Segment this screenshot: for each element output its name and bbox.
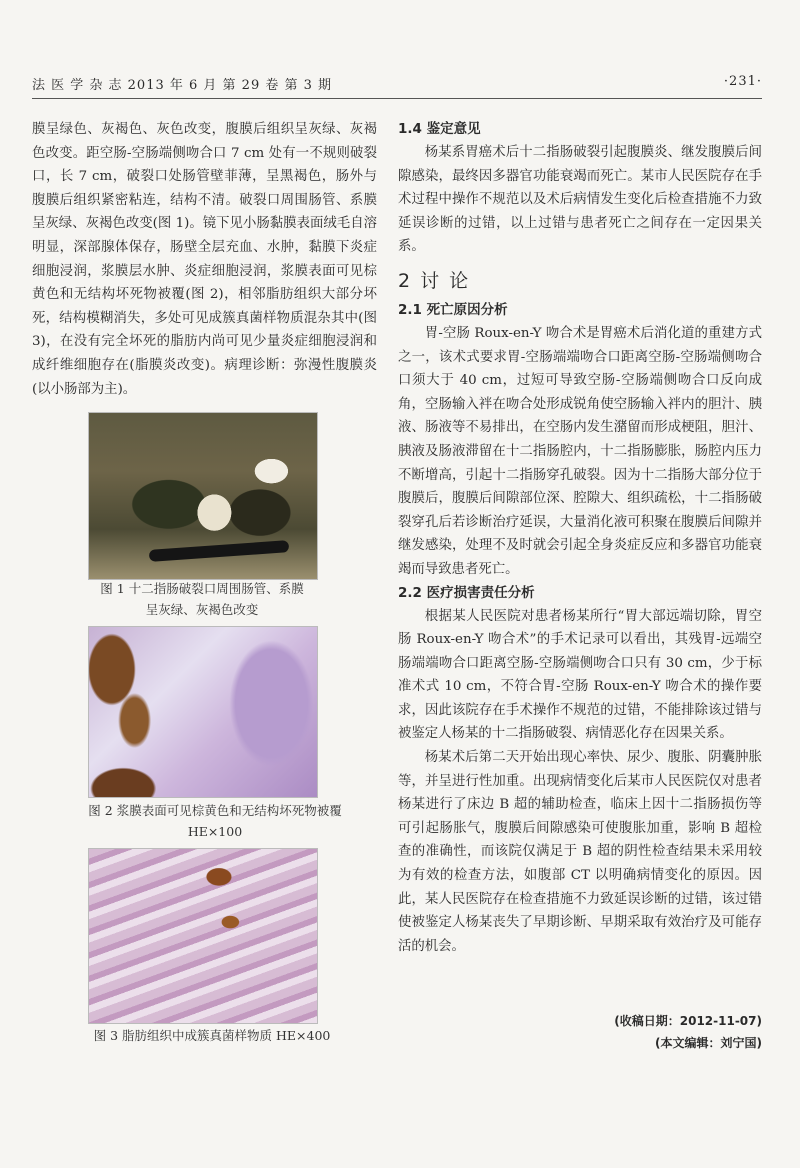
- left-column: [32, 118, 377, 401]
- figure-3-caption: [62, 1025, 362, 1046]
- section-2-1-heading: 2.1 死亡原因分析: [398, 301, 508, 318]
- figure-2-caption: [60, 800, 370, 842]
- figure-2-caption-line2: HE×100: [187, 824, 243, 839]
- figure-2-micrograph: [88, 626, 318, 798]
- section-2-heading: 2 讨 论: [398, 269, 471, 292]
- section-1-4-heading: 1.4 鉴定意见: [398, 121, 481, 137]
- body-paragraph: 膜呈绿色、灰褐色、灰色改变，腹膜后组织呈灰绿、灰褐色改变。距空肠-空肠端侧吻合口 7 cm 处有一不规则破裂口，长 7 cm，破裂口处肠管壁菲薄，呈黑褐色，肠外与腹膜后组织紧密粘连，结构不清。破裂口周围肠管、系膜呈灰绿、灰褐色改变(图 1)。镜下见小肠黏膜表面绒毛自溶明显，深部腺体保存，肠壁全层充血、水肿，黏膜下炎症细胞浸润，浆膜层水肿、炎症细胞浸润，浆膜表面可见棕黄色和无结构坏死物被覆(图 2)，相邻脂肪组织大部分坏死，结构模糊消失，多处可见成簇真菌样物质混杂其中(图 3)，在没有完全坏死的脂肪内尚可见少量炎症细胞浸润和成纤维细胞存在(脂膜炎改变)。病理诊断：弥漫性腹膜炎(以小肠部为主)。: [32, 122, 377, 397]
- figure-3-micrograph: [88, 848, 318, 1024]
- figure-2-caption-line1: 图 2 浆膜表面可见棕黄色和无结构坏死物被覆: [88, 803, 342, 818]
- section-2-2-paragraph-1: 根据某人民医院对患者杨某所行“胃大部远端切除，胃空肠 Roux-en-Y 吻合术”的手术记录可以看出，其残胃-远端空肠端端吻合口距离空肠-空肠端侧吻合口只有 30 cm，少于标准术式 10 cm，不符合胃-空肠 Roux-en-Y 吻合术的操作要求，因此该院存在手术操作不规范的过错，不能排除该过错与被鉴定人杨某的十二指肠破裂、病情恶化存在因果关系。: [398, 608, 762, 742]
- page-number: ·231·: [723, 74, 762, 89]
- section-2-1-paragraph: 胃-空肠 Roux-en-Y 吻合术是胃癌术后消化道的重建方式之一，该术式要求胃-空肠端端吻合口距离空肠-空肠端侧吻合口须大于 40 cm，过短可导致空肠-空肠端侧吻合口反向成角，空肠输入袢在吻合处形成锐角使空肠输入袢内的胆汁、胰液、肠液等不易排出，在空肠内发生潴留而形成梗阻，胆汁、胰液及肠液滞留在十二指肠腔内，十二指肠膨胀，肠腔内压力不断增高，引起十二指肠穿孔破裂。因为十二指肠大部分位于腹膜后，腹膜后间隙部位深、腔隙大、组织疏松，十二指肠破裂穿孔后若诊断治疗延误，大量消化液可积聚在腹膜后间隙并继发感染，处理不及时就会引起全身炎症反应和多器官功能衰竭而导致患者死亡。: [398, 325, 762, 577]
- drainage-tube-shape: [149, 540, 289, 562]
- figure-1-caption-line2: 呈灰绿、灰褐色改变: [145, 602, 259, 617]
- figure-1-caption-line1: 图 1 十二指肠破裂口周围肠管、系膜: [100, 581, 304, 596]
- figure-3-caption-line1: 图 3 脂肪组织中成簇真菌样物质 HE×400: [93, 1028, 331, 1043]
- section-1-4-paragraph: 杨某系胃癌术后十二指肠破裂引起腹膜炎、继发腹膜后间隙感染，最终因多器官功能衰竭而死亡。某市人民医院存在手术过程中操作不规范以及术后病情发生变化后检查措施不力致延误诊断的过错，以上过错与患者死亡之间存在一定因果关系。: [398, 145, 762, 255]
- section-2-2-heading: 2.2 医疗损害责任分析: [398, 584, 535, 601]
- right-column: [398, 118, 762, 958]
- section-2-2-paragraph-2: 杨某术后第二天开始出现心率快、尿少、腹胀、阴囊肿胀等，并呈进行性加重。出现病情变化后某市人民医院仅对患者杨某进行了床边 B 超的辅助检查，临床上因十二指肠损伤等可引起肠胀气，腹膜后间隙感染可使腹胀加重，影响 B 超检查的准确性，而该院仅满足于 B 超的阴性检查结果未采用较为有效的检查方法，如腹部 CT 以明确病情变化的原因。因此，某人民医院存在检查措施不力致延误诊断的过错，该过错使被鉴定人杨某丧失了早期诊断、早期采取有效治疗及可能存活的机会。: [398, 750, 762, 954]
- journal-info: 法 医 学 杂 志 2013 年 6 月 第 29 卷 第 3 期: [32, 78, 333, 93]
- figure-1-caption: [88, 578, 316, 620]
- received-date: (收稿日期：2012-11-07): [614, 1014, 762, 1028]
- figure-1-gross-specimen-photo: [88, 412, 318, 580]
- running-header: [32, 74, 762, 99]
- editor-credit: (本文编辑：刘宁国): [655, 1036, 762, 1050]
